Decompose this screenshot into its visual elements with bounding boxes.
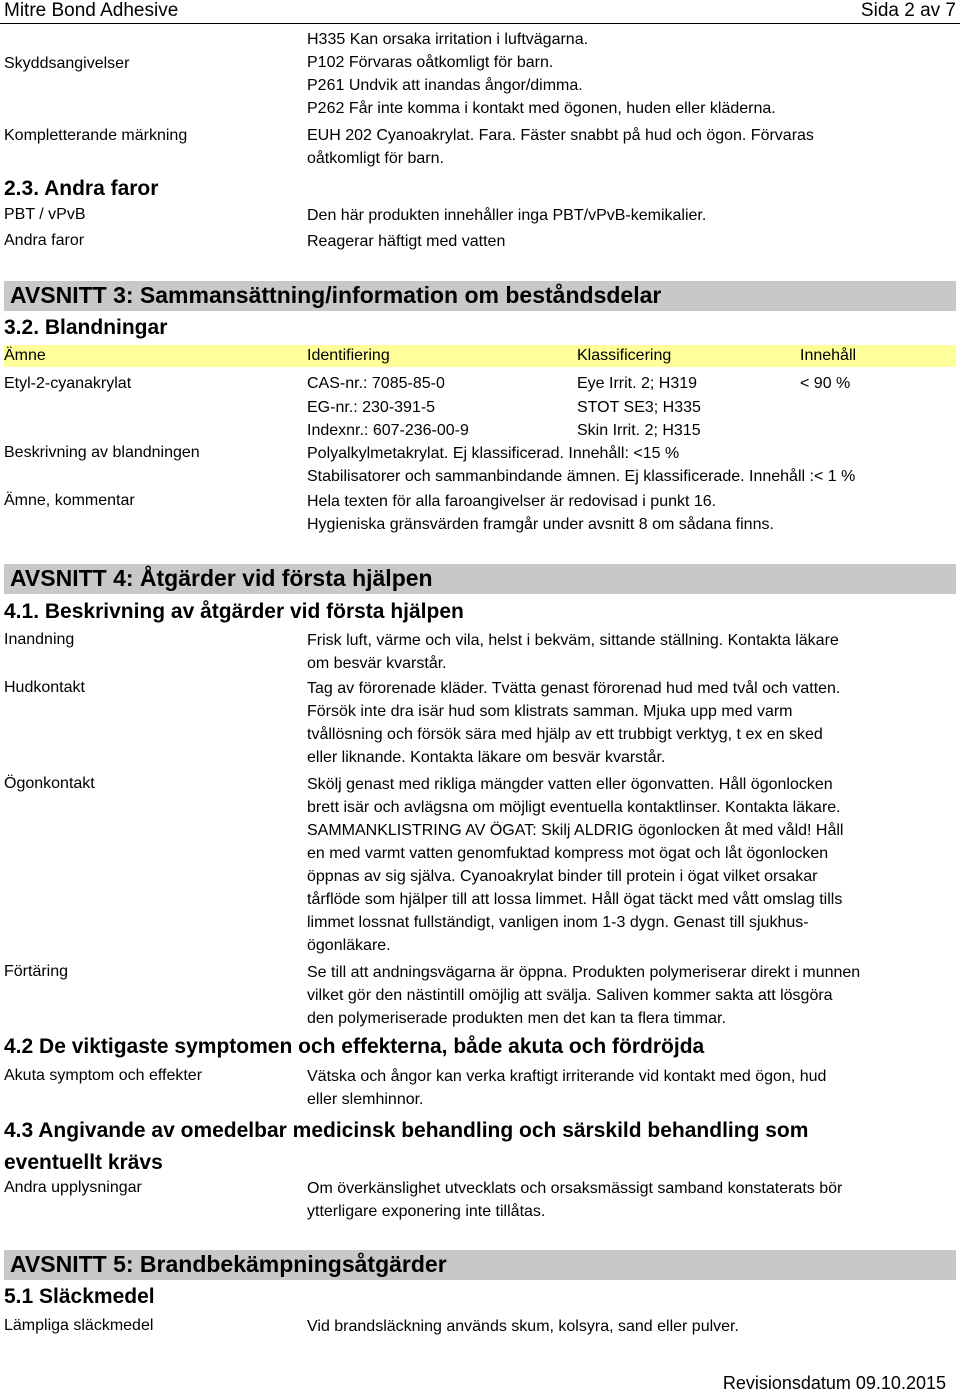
upplysningar-text: Om överkänslighet utvecklats och orsaksmässigt samband konstaterats bör ytterligare exponering inte tillåtas. [307, 1180, 843, 1220]
hudkontakt-label: Hudkontakt [4, 679, 85, 696]
section-3-title: AVSNITT 3: Sammansättning/information om beståndsdelar [10, 282, 662, 308]
pbt-label: PBT / vPvB [4, 206, 86, 223]
section-3-2-heading: 3.2. Blandningar [4, 316, 168, 339]
section-4-title: AVSNITT 4: Åtgärder vid första hjälpen [10, 565, 433, 591]
section-4-2-heading: 4.2 De viktigaste symptomen och effekterna, både akuta och fördröjda [4, 1035, 705, 1058]
lampliga-label: Lämpliga släckmedel [4, 1317, 154, 1334]
composition-table-header [4, 345, 956, 367]
pbt-value: Den här produkten innehåller inga PBT/vPvB-kemikalier. [307, 207, 707, 224]
hudkontakt-text: Tag av förorenade kläder. Tvätta genast förorenad hud med tvål och vatten. Försök inte dra isär hud som klistrats samman. Mjuka upp med varm tvållösning och försök sära med hjälp av ett trubbigt verktyg, t ex en sked eller liknande. Kontakta läkare om besvär kvarstår. [307, 680, 841, 766]
section-2-3-heading: 2.3. Andra faror [4, 177, 159, 200]
page-number: Sida 2 av 7 [860, 0, 956, 21]
upplysningar-label: Andra upplysningar [4, 1179, 142, 1196]
akuta-text: Vätska och ångor kan verka kraftigt irriterande vid kontakt med ögon, hud eller slemhinnor. [307, 1068, 827, 1108]
kommentar-label: Ämne, kommentar [4, 492, 135, 509]
document-title: Mitre Bond Adhesive [4, 0, 179, 21]
ogonkontakt-text: Skölj genast med rikliga mängder vatten eller ögonvatten. Håll ögonlocken brett isär och avlägsna om möjligt eventuella kontaktlinser. Kontakta läkare. SAMMANKLISTRING AV ÖGAT: Skilj ALDRIG ögonlocken åt med våld! Håll en med varmt vatten genomfuktad kompress mot ögat och låt ögonlocken öppnas av sig själva. Cyanoakrylat binder till protein i ögat vilket orsakar tårflöde som hjälper till att lossa limmet. Håll ögat täckt med vått omslag tills limmet lossnat fullständigt, vanligen inom 1-3 dygn. Genast till sjukhus- ögonläkare. [307, 776, 844, 954]
inandning-text: Frisk luft, värme och vila, helst i bekväm, sittande ställning. Kontakta läkare om besvär kvarstår. [307, 632, 839, 672]
section-5-title: AVSNITT 5: Brandbekämpningsåtgärder [10, 1251, 447, 1277]
col-header-klassificering: Klassificering [577, 347, 672, 364]
andra-faror-label: Andra faror [4, 232, 85, 249]
beskrivning-label: Beskrivning av blandningen [4, 444, 200, 461]
row-identifiering: CAS-nr.: 7085-85-0 EG-nr.: 230-391-5 Indexnr.: 607-236-00-9 [307, 375, 469, 439]
andra-faror-value: Reagerar häftigt med vatten [307, 233, 506, 250]
komplett-text: EUH 202 Cyanoakrylat. Fara. Fäster snabbt på hud och ögon. Förvaras oåtkomligt för barn. [307, 127, 814, 167]
akuta-label: Akuta symptom och effekter [4, 1067, 203, 1084]
lampliga-text: Vid brandsläckning används skum, kolsyra, sand eller pulver. [307, 1318, 739, 1335]
ogonkontakt-label: Ögonkontakt [4, 775, 95, 792]
revision-date: Revisionsdatum 09.10.2015 [722, 1373, 946, 1393]
section-4-bar [4, 564, 956, 594]
section-5-bar [4, 1250, 956, 1280]
row-klassificering: Eye Irrit. 2; H319 STOT SE3; H335 Skin Irrit. 2; H315 [577, 375, 701, 439]
row-innehall: < 90 % [800, 375, 851, 392]
col-header-amne: Ämne [4, 347, 46, 364]
section-4-3-heading: 4.3 Angivande av omedelbar medicinsk behandling och särskild behandling som eventuellt krävs [4, 1119, 809, 1174]
section-4-1-heading: 4.1. Beskrivning av åtgärder vid första hjälpen [4, 600, 464, 623]
col-header-identifiering: Identifiering [307, 347, 390, 364]
col-header-innehall: Innehåll [800, 347, 857, 364]
kommentar-text: Hela texten för alla faroangivelser är redovisad i punkt 16. Hygieniska gränsvärden framgår under avsnitt 8 om sådana finns. [307, 493, 774, 533]
section-5-1-heading: 5.1 Släckmedel [4, 1285, 155, 1308]
fortaring-label: Förtäring [4, 963, 69, 980]
row-amne: Etyl-2-cyanakrylat [4, 375, 132, 392]
beskrivning-text: Polyalkylmetakrylat. Ej klassificerad. Innehåll: <15 % Stabilisatorer och sammanbindande ämnen. Ej klassificerade. Innehåll :< 1 % [307, 445, 856, 485]
skydd-label: Skyddsangivelser [4, 55, 130, 72]
fortaring-text: Se till att andningsvägarna är öppna. Produkten polymeriserar direkt i munnen vilket gör den nästintill omöjlig att svälja. Saliven kommer sakta att lösgöra den polymeriserade produkten men det kan ta flera timmar. [307, 964, 861, 1027]
inandning-label: Inandning [4, 631, 75, 648]
section-3-bar [4, 281, 956, 311]
komplett-label: Kompletterande märkning [4, 127, 188, 144]
skydd-text: H335 Kan orsaka irritation i luftvägarna. P102 Förvaras oåtkomligt för barn. P261 Undvik att inandas ångor/dimma. P262 Får inte komma i kontakt med ögonen, huden eller kläderna. [307, 31, 776, 117]
